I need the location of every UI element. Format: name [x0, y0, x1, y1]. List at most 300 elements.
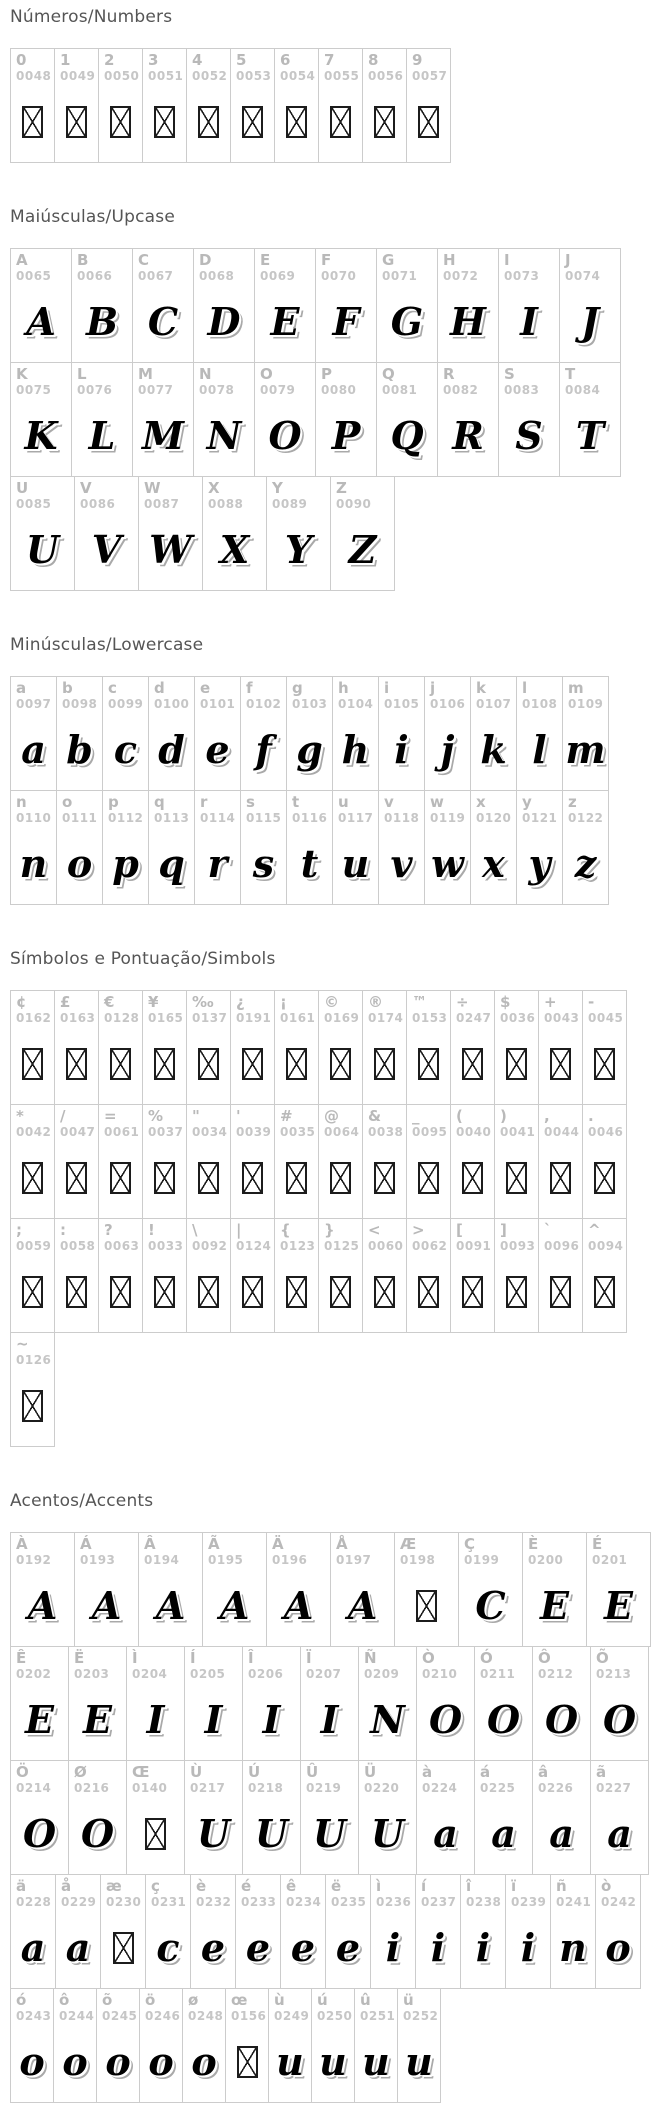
- glyph-unicode-code: 0078: [199, 383, 235, 398]
- glyph-preview-area: [363, 85, 406, 158]
- glyph-preview: M: [141, 412, 185, 458]
- glyph-preview: C: [475, 1582, 506, 1628]
- glyph-char-label: .: [588, 1107, 594, 1125]
- glyph-char-label: Á: [80, 1535, 92, 1553]
- missing-glyph-icon: [374, 1276, 395, 1308]
- glyph-char-label: ô: [59, 1991, 70, 2009]
- glyph-char-label: Æ: [400, 1535, 417, 1553]
- glyph-unicode-code: 0199: [464, 1553, 500, 1568]
- glyph-preview-area: [275, 1027, 318, 1100]
- glyph-row: [10, 1104, 661, 1219]
- glyph-unicode-code: 0103: [292, 697, 328, 712]
- glyph-cell: [516, 676, 563, 791]
- glyph-preview: O: [544, 1696, 579, 1742]
- glyph-preview: v: [390, 840, 413, 886]
- glyph-preview-area: [55, 1255, 98, 1328]
- glyph-unicode-code: 0210: [422, 1667, 458, 1682]
- glyph-preview: w: [431, 840, 464, 886]
- missing-glyph-icon: [154, 1162, 175, 1194]
- glyph-preview-area: [11, 1369, 54, 1442]
- glyph-char-label: Ö: [16, 1763, 29, 1781]
- glyph-preview: f: [255, 726, 272, 772]
- glyph-preview-area: [301, 1683, 358, 1756]
- glyph-preview: N: [206, 412, 242, 458]
- glyph-preview: e: [335, 1924, 361, 1970]
- glyph-cell: [132, 362, 194, 477]
- glyph-char-label: :: [60, 1221, 66, 1239]
- glyph-char-label: y: [522, 793, 532, 811]
- section-accents: [10, 1491, 661, 2103]
- glyph-unicode-code: 0079: [260, 383, 296, 398]
- glyph-unicode-code: 0126: [16, 1353, 52, 1368]
- glyph-cell: [194, 676, 241, 791]
- glyph-preview-area: [563, 827, 608, 900]
- glyph-preview-area: [241, 827, 286, 900]
- glyph-unicode-code: 0216: [74, 1781, 110, 1796]
- glyph-preview: i: [520, 1924, 536, 1970]
- glyph-cell: [126, 1646, 185, 1761]
- glyph-preview: U: [25, 526, 60, 572]
- missing-glyph-icon: [330, 1276, 351, 1308]
- glyph-cell: [240, 676, 287, 791]
- glyph-cell: [582, 1218, 627, 1333]
- glyph-char-label: n: [16, 793, 27, 811]
- glyph-cell: [590, 1760, 649, 1875]
- glyph-cell: [406, 1218, 451, 1333]
- glyph-preview-area: [533, 1683, 590, 1756]
- glyph-char-label: x: [476, 793, 486, 811]
- glyph-preview: B: [85, 298, 119, 344]
- glyph-cell: [505, 1874, 551, 1989]
- glyph-char-label: 0: [16, 51, 27, 69]
- glyph-preview: I: [520, 298, 538, 344]
- glyph-unicode-code: 0239: [511, 1895, 547, 1910]
- missing-glyph-icon: [594, 1162, 615, 1194]
- glyph-cell: [186, 990, 231, 1105]
- glyph-cell: [184, 1760, 243, 1875]
- glyph-unicode-code: 0206: [248, 1667, 284, 1682]
- glyph-char-label: T: [565, 365, 576, 383]
- missing-glyph-icon: [286, 106, 307, 138]
- glyph-unicode-code: 0212: [538, 1667, 574, 1682]
- glyph-preview-area: [54, 2025, 96, 2098]
- glyph-unicode-code: 0048: [16, 69, 52, 84]
- glyph-unicode-code: 0036: [500, 1011, 536, 1026]
- glyph-preview-area: [127, 1797, 184, 1870]
- section-lowercase: [10, 635, 661, 905]
- glyph-unicode-code: 0156: [231, 2009, 267, 2024]
- glyph-unicode-code: 0086: [80, 497, 116, 512]
- glyph-char-label: ê: [286, 1877, 297, 1895]
- glyph-cell: [202, 476, 267, 591]
- glyph-char-label: l: [522, 679, 528, 697]
- glyph-char-label: 1: [60, 51, 71, 69]
- glyph-preview: O: [268, 412, 302, 458]
- glyph-cell: [98, 1218, 143, 1333]
- glyph-char-label: ï: [511, 1877, 517, 1895]
- glyph-preview: u: [362, 2038, 390, 2084]
- glyph-preview-area: [371, 1911, 415, 1984]
- glyph-unicode-code: 0209: [364, 1667, 400, 1682]
- glyph-preview: V: [91, 526, 122, 572]
- glyph-unicode-code: 0099: [108, 697, 144, 712]
- glyph-char-label: S: [504, 365, 515, 383]
- glyph-char-label: ÷: [456, 993, 469, 1011]
- glyph-preview-area: [127, 1683, 184, 1756]
- glyph-cell: [522, 1532, 587, 1647]
- glyph-cell: [194, 790, 241, 905]
- glyph-char-label: J: [565, 251, 571, 269]
- glyph-preview: y: [528, 840, 551, 886]
- glyph-preview: A: [347, 1582, 378, 1628]
- glyph-char-label: C: [138, 251, 150, 269]
- glyph-char-label: Ã: [208, 1535, 220, 1553]
- missing-glyph-icon: [22, 1048, 43, 1080]
- glyph-char-label: ¿: [236, 993, 245, 1011]
- glyph-preview-area: [187, 1255, 230, 1328]
- glyph-char-label: F: [321, 251, 332, 269]
- glyph-char-label: È: [528, 1535, 539, 1553]
- glyph-char-label: Ñ: [364, 1649, 377, 1667]
- glyph-preview-area: [583, 1255, 626, 1328]
- glyph-char-label: ñ: [556, 1877, 567, 1895]
- glyph-unicode-code: 0093: [500, 1239, 536, 1254]
- glyph-unicode-code: 0076: [77, 383, 113, 398]
- glyph-preview-area: [149, 827, 194, 900]
- glyph-unicode-code: 0122: [568, 811, 604, 826]
- glyph-unicode-code: 0247: [456, 1011, 492, 1026]
- glyph-preview: A: [26, 298, 56, 344]
- glyph-unicode-code: 0046: [588, 1125, 624, 1140]
- glyph-preview: A: [155, 1582, 186, 1628]
- glyph-preview-area: [275, 1255, 318, 1328]
- glyph-preview-area: [231, 85, 274, 158]
- glyph-cell: [416, 1646, 475, 1761]
- glyph-preview-area: [499, 399, 559, 472]
- glyph-unicode-code: 0094: [588, 1239, 624, 1254]
- glyph-cell: [325, 1874, 371, 1989]
- glyph-char-label: 7: [324, 51, 335, 69]
- glyph-preview-area: [267, 1569, 330, 1642]
- glyph-unicode-code: 0196: [272, 1553, 308, 1568]
- glyph-preview-area: [69, 1797, 126, 1870]
- glyph-unicode-code: 0161: [280, 1011, 316, 1026]
- missing-glyph-icon: [66, 1276, 87, 1308]
- glyph-preview-area: [11, 1569, 74, 1642]
- glyph-char-label: \: [192, 1221, 198, 1239]
- glyph-unicode-code: 0104: [338, 697, 374, 712]
- glyph-cell: [406, 48, 451, 163]
- glyph-unicode-code: 0081: [382, 383, 418, 398]
- glyph-char-label: q: [154, 793, 165, 811]
- glyph-preview-area: [319, 1141, 362, 1214]
- glyph-preview-area: [231, 1141, 274, 1214]
- glyph-char-label: K: [16, 365, 28, 383]
- glyph-unicode-code: 0211: [480, 1667, 516, 1682]
- glyph-unicode-code: 0250: [317, 2009, 353, 2024]
- glyph-cell: [186, 1104, 231, 1219]
- glyph-unicode-code: 0233: [241, 1895, 277, 1910]
- glyph-char-label: å: [61, 1877, 72, 1895]
- glyph-cell: [494, 1104, 539, 1219]
- glyph-char-label: û: [360, 1991, 371, 2009]
- glyph-unicode-code: 0119: [430, 811, 466, 826]
- glyph-cell: [230, 48, 275, 163]
- missing-glyph-icon: [374, 1162, 395, 1194]
- glyph-preview: o: [148, 2038, 174, 2084]
- glyph-cell: [562, 790, 609, 905]
- glyph-cell: [10, 1760, 69, 1875]
- glyph-char-label: ç: [151, 1877, 160, 1895]
- glyph-cell: [68, 1760, 127, 1875]
- missing-glyph-icon: [462, 1162, 483, 1194]
- glyph-unicode-code: 0100: [154, 697, 190, 712]
- glyph-preview-area: [99, 1027, 142, 1100]
- missing-glyph-icon: [154, 1276, 175, 1308]
- glyph-char-label: 4: [192, 51, 203, 69]
- section-title: Acentos/Accents: [10, 1491, 154, 1511]
- glyph-preview-area: [471, 827, 516, 900]
- glyph-unicode-code: 0065: [16, 269, 52, 284]
- glyph-unicode-code: 0236: [376, 1895, 412, 1910]
- glyph-unicode-code: 0249: [274, 2009, 310, 2024]
- glyph-char-label: G: [382, 251, 395, 269]
- glyph-char-label: Ä: [272, 1535, 284, 1553]
- glyph-unicode-code: 0096: [544, 1239, 580, 1254]
- glyph-unicode-code: 0195: [208, 1553, 244, 1568]
- glyph-cell: [71, 362, 133, 477]
- glyph-preview-area: [133, 285, 193, 358]
- glyph-preview-area: [319, 1027, 362, 1100]
- glyph-char-label: ë: [331, 1877, 342, 1895]
- glyph-preview: U: [196, 1810, 231, 1856]
- glyph-preview-area: [143, 1027, 186, 1100]
- glyph-preview: u: [276, 2038, 304, 2084]
- glyph-char-label: z: [568, 793, 577, 811]
- glyph-cell: [286, 676, 333, 791]
- glyph-unicode-code: 0049: [60, 69, 96, 84]
- glyph-preview-area: [416, 1911, 460, 1984]
- glyph-row: [10, 248, 661, 363]
- section-title: Minúsculas/Lowercase: [10, 635, 204, 655]
- glyph-unicode-code: 0102: [246, 697, 282, 712]
- glyph-char-label: ¡: [280, 993, 287, 1011]
- glyph-char-label: #: [280, 1107, 293, 1125]
- glyph-preview-area: [231, 1027, 274, 1100]
- glyph-cell: [470, 790, 517, 905]
- glyph-char-label: è: [196, 1877, 207, 1895]
- glyph-cell: [559, 248, 621, 363]
- missing-glyph-icon: [374, 1048, 395, 1080]
- glyph-unicode-code: 0041: [500, 1125, 536, 1140]
- glyph-preview-area: [149, 713, 194, 786]
- glyph-char-label: ä: [16, 1877, 27, 1895]
- glyph-preview-area: [281, 1911, 325, 1984]
- glyph-char-label: ‰: [192, 993, 214, 1011]
- glyph-char-label: ~: [16, 1335, 29, 1353]
- glyph-cell: [242, 1646, 301, 1761]
- glyph-preview-area: [183, 2025, 225, 2098]
- glyph-unicode-code: 0237: [421, 1895, 457, 1910]
- glyph-cell: [98, 990, 143, 1105]
- missing-glyph-icon: [22, 1162, 43, 1194]
- glyph-unicode-code: 0205: [190, 1667, 226, 1682]
- glyph-cell: [68, 1646, 127, 1761]
- glyph-unicode-code: 0072: [443, 269, 479, 284]
- glyph-preview-area: [236, 1911, 280, 1984]
- glyph-char-label: ó: [16, 1991, 27, 2009]
- glyph-unicode-code: 0252: [403, 2009, 439, 2024]
- section-symbols: [10, 949, 661, 1447]
- glyph-unicode-code: 0097: [16, 697, 52, 712]
- glyph-char-label: $: [500, 993, 511, 1011]
- glyph-preview: Q: [390, 412, 424, 458]
- glyph-cell: [10, 1104, 55, 1219]
- glyph-preview-area: [591, 1797, 648, 1870]
- glyph-unicode-code: 0197: [336, 1553, 372, 1568]
- glyph-cell: [71, 248, 133, 363]
- glyph-unicode-code: 0070: [321, 269, 357, 284]
- glyph-cell: [450, 1104, 495, 1219]
- glyph-char-label: Ü: [364, 1763, 377, 1781]
- glyph-preview: I: [320, 1696, 339, 1742]
- glyph-preview-area: [425, 713, 470, 786]
- glyph-char-label: Ê: [16, 1649, 27, 1667]
- glyph-preview-area: [101, 1911, 145, 1984]
- glyph-unicode-code: 0083: [504, 383, 540, 398]
- missing-glyph-icon: [594, 1276, 615, 1308]
- glyph-preview: m: [565, 726, 606, 772]
- missing-glyph-icon: [22, 1390, 43, 1422]
- glyph-preview: U: [254, 1810, 289, 1856]
- glyph-cell: [362, 1218, 407, 1333]
- glyph-preview-area: [56, 1911, 100, 1984]
- glyph-cell: [190, 1874, 236, 1989]
- glyph-char-label: w: [430, 793, 444, 811]
- glyph-preview: r: [207, 840, 228, 886]
- glyph-preview-area: [379, 827, 424, 900]
- glyph-char-label: ": [192, 1107, 200, 1125]
- glyph-preview-area: [275, 1141, 318, 1214]
- glyph-preview: O: [602, 1696, 637, 1742]
- glyph-cell: [55, 1874, 101, 1989]
- glyph-unicode-code: 0224: [422, 1781, 458, 1796]
- glyph-unicode-code: 0120: [476, 811, 512, 826]
- glyph-preview-area: [326, 1911, 370, 1984]
- glyph-char-label: à: [422, 1763, 433, 1781]
- missing-glyph-icon: [418, 106, 439, 138]
- glyph-unicode-code: 0153: [412, 1011, 448, 1026]
- glyph-preview: e: [200, 1924, 226, 1970]
- glyph-char-label: _: [412, 1107, 420, 1125]
- glyph-char-label: 3: [148, 51, 159, 69]
- glyph-cell: [559, 362, 621, 477]
- missing-glyph-icon: [110, 1276, 131, 1308]
- glyph-char-label: [: [456, 1221, 463, 1239]
- glyph-preview: b: [66, 726, 93, 772]
- glyph-unicode-code: 0163: [60, 1011, 96, 1026]
- glyph-cell: [318, 990, 363, 1105]
- glyph-unicode-code: 0092: [192, 1239, 228, 1254]
- glyph-char-label: ©: [324, 993, 339, 1011]
- glyph-preview-area: [231, 1255, 274, 1328]
- glyph-unicode-code: 0111: [62, 811, 98, 826]
- glyph-unicode-code: 0039: [236, 1125, 272, 1140]
- glyph-cell: [437, 362, 499, 477]
- glyph-cell: [274, 990, 319, 1105]
- glyph-preview: d: [158, 726, 185, 772]
- glyph-cell: [102, 790, 149, 905]
- glyph-char-label: œ: [231, 1991, 248, 2009]
- glyph-cell: [240, 790, 287, 905]
- glyph-cell: [582, 990, 627, 1105]
- glyph-char-label: !: [148, 1221, 155, 1239]
- glyph-cell: [10, 1532, 75, 1647]
- glyph-row: [10, 990, 661, 1105]
- glyph-char-label: õ: [102, 1991, 113, 2009]
- glyph-preview-area: [475, 1683, 532, 1756]
- glyph-unicode-code: 0200: [528, 1553, 564, 1568]
- glyph-preview: O: [428, 1696, 463, 1742]
- glyph-unicode-code: 0243: [16, 2009, 52, 2024]
- glyph-preview-area: [563, 713, 608, 786]
- glyph-char-label: ): [500, 1107, 507, 1125]
- glyph-cell: [132, 248, 194, 363]
- glyph-preview-area: [316, 285, 376, 358]
- glyph-unicode-code: 0059: [16, 1239, 52, 1254]
- glyph-cell: [330, 1532, 395, 1647]
- glyph-preview-area: [99, 85, 142, 158]
- missing-glyph-icon: [286, 1048, 307, 1080]
- glyph-cell: [74, 1532, 139, 1647]
- glyph-preview: u: [405, 2038, 433, 2084]
- glyph-preview-area: [438, 285, 498, 358]
- glyph-cell: [54, 1218, 99, 1333]
- glyph-preview-area: [103, 713, 148, 786]
- glyph-char-label: /: [60, 1107, 66, 1125]
- glyph-cell: [300, 1646, 359, 1761]
- glyph-cell: [193, 248, 255, 363]
- glyph-char-label: î: [466, 1877, 472, 1895]
- glyph-cell: [318, 48, 363, 163]
- glyph-unicode-code: 0043: [544, 1011, 580, 1026]
- glyph-unicode-code: 0226: [538, 1781, 574, 1796]
- glyph-unicode-code: 0091: [456, 1239, 492, 1254]
- glyph-char-label: e: [200, 679, 211, 697]
- glyph-unicode-code: 0174: [368, 1011, 404, 1026]
- glyph-cell: [498, 362, 560, 477]
- glyph-preview-area: [591, 1683, 648, 1756]
- glyph-cell: [450, 1218, 495, 1333]
- glyph-char-label: Ï: [306, 1649, 312, 1667]
- glyph-cell: [397, 1988, 441, 2103]
- glyph-unicode-code: 0232: [196, 1895, 232, 1910]
- glyph-preview-area: [185, 1797, 242, 1870]
- glyph-cell: [74, 476, 139, 591]
- glyph-char-label: {: [280, 1221, 291, 1239]
- glyph-unicode-code: 0068: [199, 269, 235, 284]
- glyph-unicode-code: 0047: [60, 1125, 96, 1140]
- glyph-unicode-code: 0245: [102, 2009, 138, 2024]
- glyph-preview: x: [482, 840, 505, 886]
- glyph-cell: [202, 1532, 267, 1647]
- glyph-cell: [318, 1218, 363, 1333]
- glyph-char-label: ': [236, 1107, 241, 1125]
- glyph-preview: c: [113, 726, 138, 772]
- glyph-preview-area: [99, 1141, 142, 1214]
- glyph-preview: j: [440, 726, 455, 772]
- glyph-char-label: j: [430, 679, 436, 697]
